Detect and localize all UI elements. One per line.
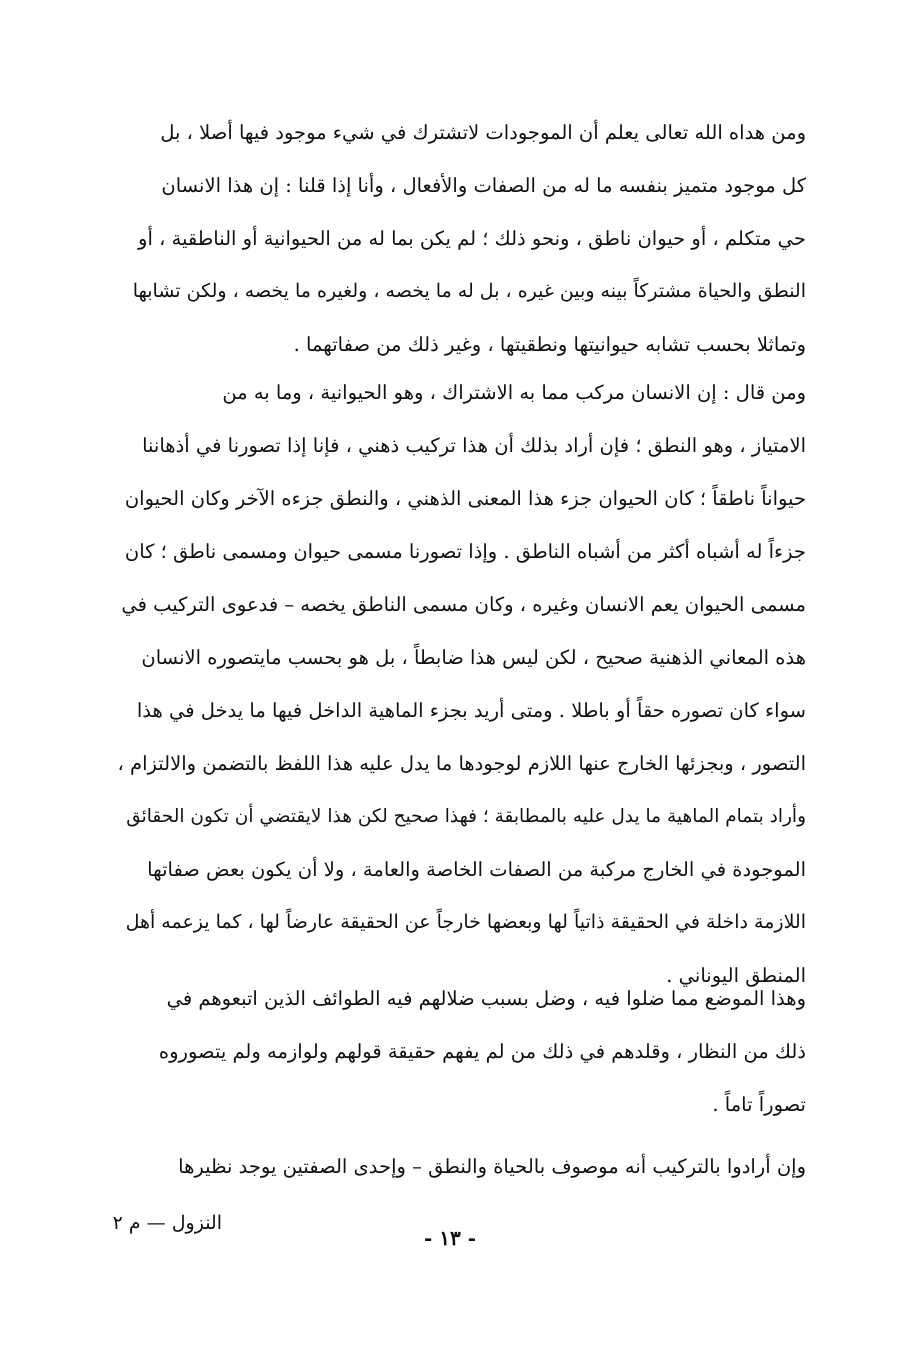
text-line: الامتياز ، وهو النطق ؛ فإن أراد بذلك أن هذا تركيب ذهني ، فإنا إذا تصورنا في أذهاننا <box>142 434 806 457</box>
text-line: حيواناً ناطقاً ؛ كان الحيوان جزء هذا المعنى الذهني ، والنطق جزءه الآخر وكان الحيوان <box>124 487 806 510</box>
paragraph-3 <box>118 972 806 1131</box>
text-line: الموجودة في الخارج مركبة من الصفات الخاصة والعامة ، ولا أن يكون بعض صفاتها <box>147 858 806 881</box>
text-line: وأراد بتمام الماهية ما يدل عليه بالمطابقة ؛ فهذا صحيح لكن هذا لايقتضي أن تكون الحقائق <box>126 806 806 827</box>
text-line: كل موجود متميز بنفسه ما له من الصفات والأفعال ، وأنا إذا قلنا : إن هذا الانسان <box>161 174 806 197</box>
text-line: النطق والحياة مشتركاً بينه وبين غيره ، بل له ما يخصه ، ولغيره ما يخصه ، ولكن تشابها <box>132 280 806 302</box>
text-line: مسمى الحيوان يعم الانسان وغيره ، وكان مسمى الناطق يخصه – فدعوى التركيب في <box>121 593 806 616</box>
text-line: جزءاً له أشباه أكثر من أشباه الناطق . وإذا تصورنا مسمى حيوان ومسمى ناطق ؛ كان <box>124 540 806 563</box>
paragraph-4 <box>118 1140 806 1193</box>
text-line: ومن هداه الله تعالى يعلم أن الموجودات لاتشترك في شيء موجود فيها أصلا ، بل <box>160 121 806 144</box>
text-line: وتماثلا بحسب تشابه حيوانيتها ونطقيتها ، وغير ذلك من صفاتهما . <box>293 333 806 356</box>
paragraph-2 <box>118 366 806 1002</box>
text-line: وهذا الموضع مما ضلوا فيه ، وضل بسبب ضلالهم فيه الطوائف الذين اتبعوهم في <box>166 987 806 1010</box>
text-line: سواء كان تصوره حقاً أو باطلا . ومتى أريد بجزء الماهية الداخل فيها ما يدخل في هذا <box>136 699 806 722</box>
signature-mark: النزول — م ٢ <box>112 1212 222 1234</box>
page-number: - ١٣ - <box>423 1226 476 1250</box>
text-line: اللازمة داخلة في الحقيقة ذاتياً لها وبعضها خارجاً عن الحقيقة عارضاً لها ، كما يزعمه أهل <box>125 911 806 933</box>
text-line: وإن أرادوا بالتركيب أنه موصوف بالحياة والنطق – وإحدى الصفتين يوجد نظيرها <box>178 1155 806 1178</box>
text-line: ذلك من النظار ، وقلدهم في ذلك من لم يفهم حقيقة قولهم ولوازمه ولم يتصوروه <box>158 1040 806 1063</box>
text-line: المنطق اليوناني . <box>666 964 806 987</box>
text-line: هذه المعاني الذهنية صحيح ، لكن ليس هذا ضابطاً ، بل هو بحسب مايتصوره الانسان <box>141 646 806 669</box>
text-line: التصور ، وبجزئها الخارج عنها اللازم لوجودها ما يدل عليه هذا اللفظ بالتضمن والالتزام ، <box>118 752 806 775</box>
paragraph-1 <box>118 106 806 371</box>
text-line: حي متكلم ، أو حيوان ناطق ، ونحو ذلك ؛ لم يكن بما له من الحيوانية أو الناطقية ، أو <box>138 227 806 250</box>
text-line: ومن قال : إن الانسان مركب مما به الاشتراك ، وهو الحيوانية ، وما به من <box>222 381 806 404</box>
text-line: تصوراً تاماً . <box>712 1093 806 1116</box>
